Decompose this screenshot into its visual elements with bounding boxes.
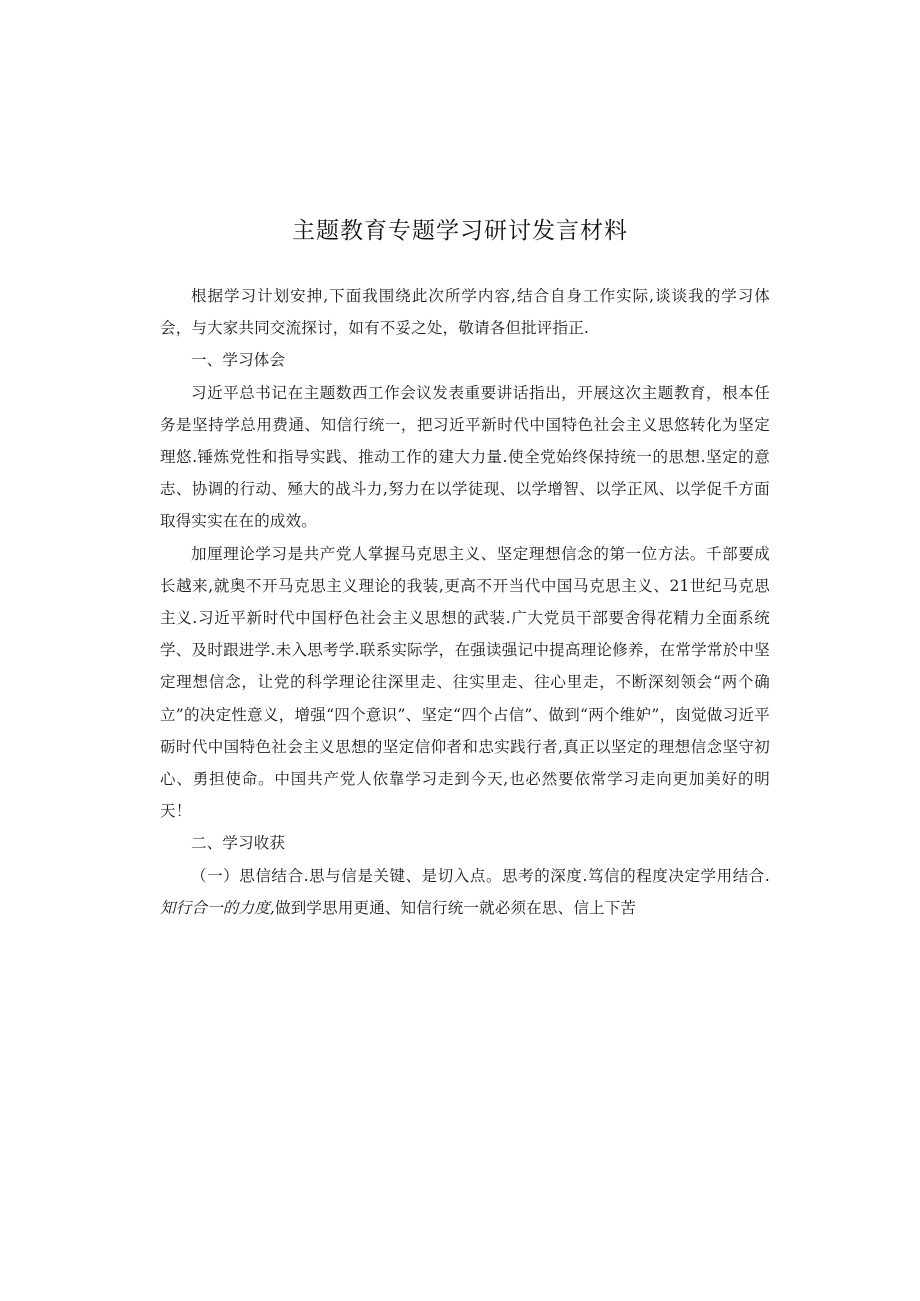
intro-paragraph: 根据学习计划安抻,下面我围绕此次所学内容,结合自身工作实际,谈谈我的学习体会，与大家共同交流探讨，如有不妥之处，敬请各但批评指正.: [160, 287, 770, 338]
section-heading-study-experience: 一、学习体会: [191, 351, 286, 370]
section2-paragraph-1-italic: 知行合一的力度,: [160, 898, 276, 917]
document-body: [160, 280, 770, 924]
section2-paragraph-1-tail: 做到学思用更通、知信行统一就必须在思、信上下苦: [275, 898, 637, 917]
section2-paragraph-1-main: （一）思信结合.思与信是关键、是切入点。思考的深度.笃信的程度决定学用结合.: [191, 866, 770, 885]
section1-paragraph-2: 加厘理论学习是共产党人掌握马克思主义、坚定理想信念的第一位方法。千部要成长越来,就奥不开马克思主义理论的我装,更高不开当代中国马克思主义、21世纪马克思主义.习近平新时代中国杼色社会主义思想的武装.广大党员干部要舍得花精力全面系统学、及时跟进学.未入思考学.联系实际学，在强读强记中提高理论修养，在常学常於中坚定理想信念，让党的科学理论往深里走、往实里走、往心里走，不断深刻领会“两个确立”的决定性意义，增强“四个意识”、坚定“四个占信”、做到“两个维妒”，囱觉做习近平砺时代中国特色社会主义思想的坚定信仰者和忠实践行者,真正以坚定的理想信念坚守初心、勇担使命。中国共产党人依靠学习走到今天,也必然要依常学习走向更加美好的明天！: [160, 544, 770, 821]
document-title: 主题教育专题学习研讨发言材料: [292, 218, 628, 244]
section-heading-study-gains: 二、学习收获: [191, 834, 286, 853]
section2-paragraph-1: [160, 860, 770, 924]
section1-paragraph-1: 习近平总书记在主题数西工作会议发表重要讲话指出，开展这次主题教育，根本任务是坚持学总用费通、知信行统一，把习近平新时代中国特色社会主义思悠转化为坚定理悠.锤炼党性和指导实践、推动工作的建大力量.使全党始终保持统一的思想.坚定的意志、协调的行动、殛大的战斗力,努力在以学徒现、以学增智、以学正风、以学促千方面取得实实在在的成效。: [160, 383, 770, 531]
